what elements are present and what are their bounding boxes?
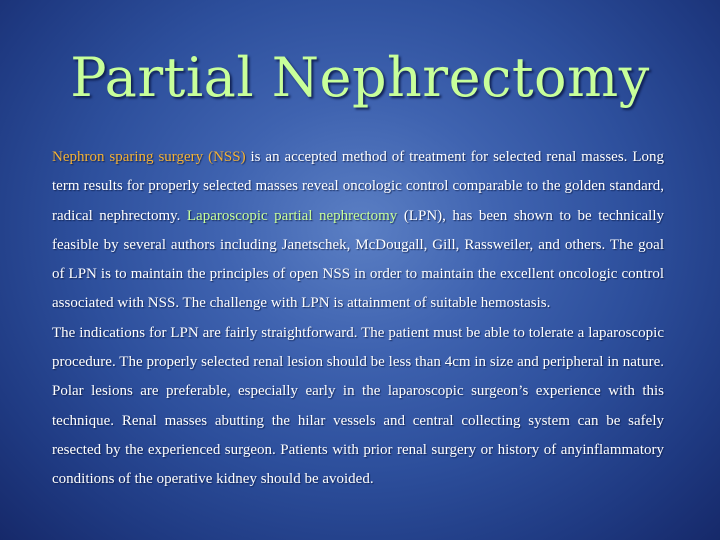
highlight-nss: Nephron sparing surgery (NSS) bbox=[52, 149, 246, 165]
slide-body bbox=[52, 143, 664, 495]
paragraph-2: The indications for LPN are fairly straightforward. The patient must be able to tolerate a laparoscopic procedure. The properly selected renal lesion should be less than 4cm in size and peripheral in nature. Polar lesions are preferable, especially early in the laparoscopic surgeon’s experience with this technique. Renal masses abutting the hilar vessels and central collecting system can be safely resected by the experienced surgeon. Patients with prior renal surgery or history of anyinflammatory conditions of the operative kidney should be avoided. bbox=[52, 324, 664, 488]
paragraph-1 bbox=[52, 143, 664, 319]
slide-title: Partial Nephrectomy bbox=[70, 46, 650, 109]
highlight-lpn: Laparoscopic partial nephrectomy bbox=[186, 207, 398, 224]
paragraph-1-text-b: (LPN), has been shown to be technically feasible by several authors including Janetschek, McDougall, Gill, Rassweiler, and others. The goal of LPN is to maintain the principles of open NSS in order to maintain the excellent oncologic control associated with NSS. The challenge with LPN is attainment of suitable hemostasis. bbox=[52, 207, 664, 312]
paragraph-1-text-a: is an accepted method of treatment for selected renal masses. Long term results for properly selected masses reveal oncologic control comparable to the golden standard, radical nephrectomy. bbox=[52, 149, 664, 224]
